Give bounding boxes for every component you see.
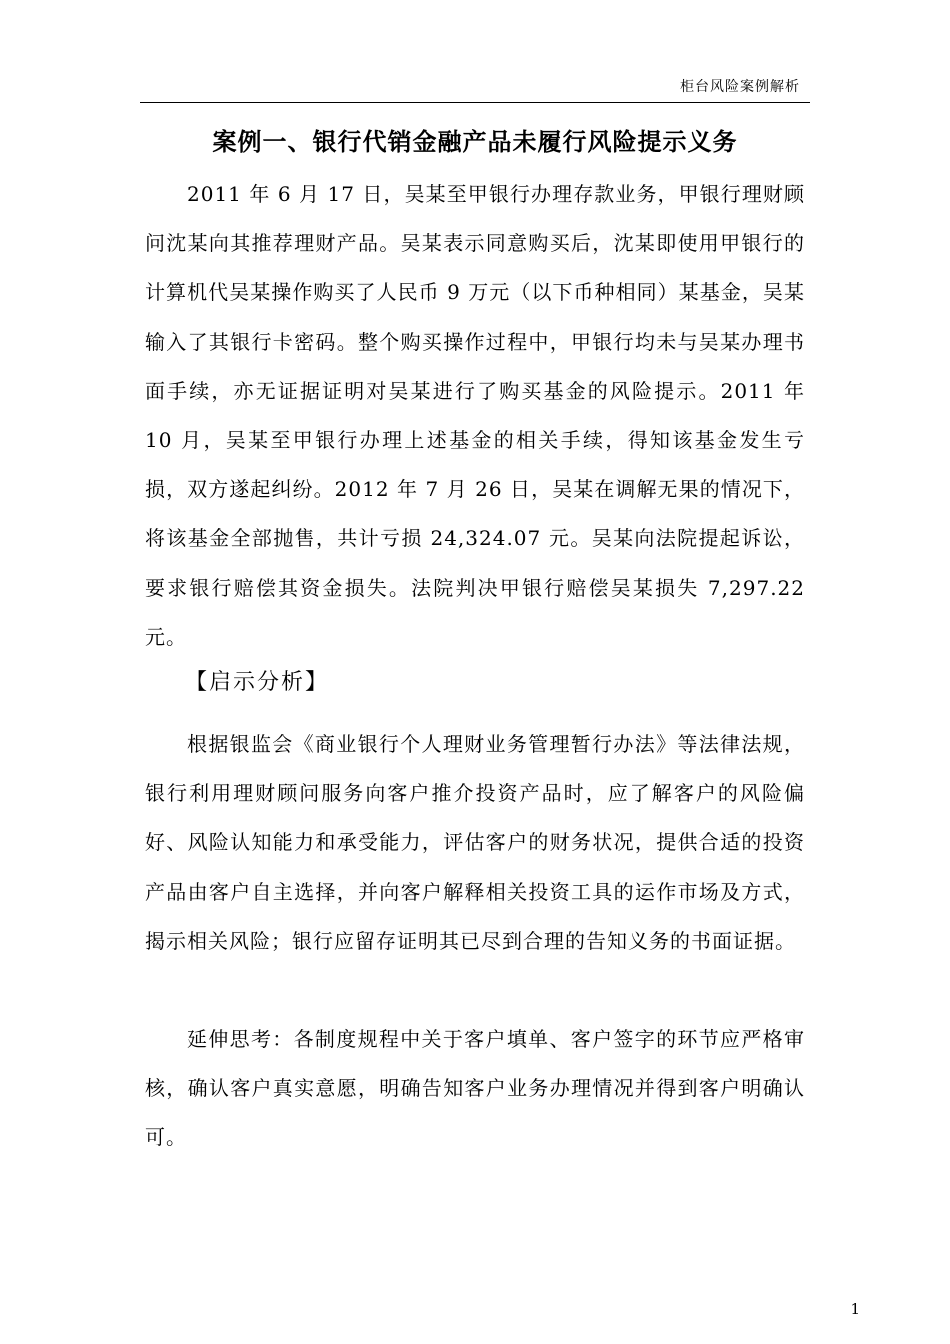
analysis-heading: 【启示分析】 <box>185 670 330 695</box>
extension-thinking-paragraph: 延伸思考：各制度规程中关于客户填单、客户签字的环节应严格审核，确认客户真实意愿，明确告知客户业务办理情况并得到客户明确认可。 <box>145 1027 805 1150</box>
running-header: 柜台风险案例解析 <box>680 79 800 95</box>
page-number: 1 <box>850 1300 860 1318</box>
case-description-paragraph: 2011 年 6 月 17 日，吴某至甲银行办理存款业务，甲银行理财顾问沈某向其推荐理财产品。吴某表示同意购买后，沈某即使用甲银行的计算机代吴某操作购买了人民币 9 万元（以下币种相同）某基金，吴某输入了其银行卡密码。整个购买操作过程中，甲银行均未与吴某办理书面手续，亦无证据证明对吴某进行了购买基金的风险提示。2011 年 10 月，吴某至甲银行办理上述基金的相关手续，得知该基金发生亏损，双方遂起纠纷。2012 年 7 月 26 日，吴某在调解无果的情况下，将该基金全部抛售，共计亏损 24,324.07 元。吴某向法院提起诉讼，要求银行赔偿其资金损失。法院判决甲银行赔偿吴某损失 7,297.22 元。 <box>145 182 805 649</box>
case-title: 案例一、银行代销金融产品未履行风险提示义务 <box>212 128 738 156</box>
header-divider <box>140 102 810 103</box>
analysis-paragraph: 根据银监会《商业银行个人理财业务管理暂行办法》等法律法规，银行利用理财顾问服务向客户推介投资产品时，应了解客户的风险偏好、风险认知能力和承受能力，评估客户的财务状况，提供合适的投资产品由客户自主选择，并向客户解释相关投资工具的运作市场及方式，揭示相关风险；银行应留存证明其已尽到合理的告知义务的书面证据。 <box>145 732 805 953</box>
